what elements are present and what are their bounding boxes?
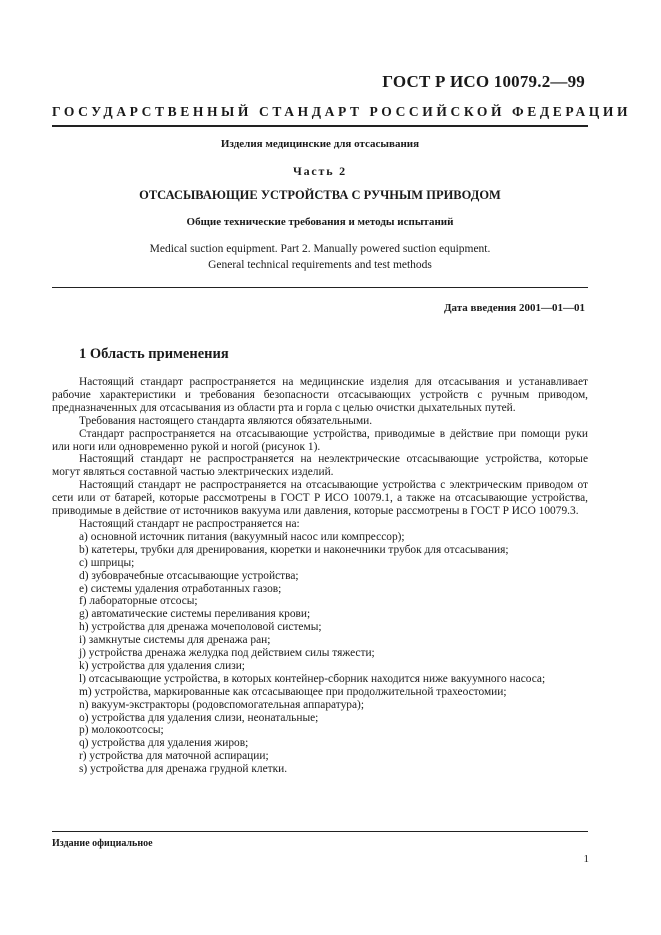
list-item: g) автоматические системы переливания крови; [79, 608, 311, 621]
title-line1: Изделия медицинские для отсасывания [220, 138, 420, 150]
list-item: r) устройства для маточной аспирации; [79, 750, 269, 763]
paragraph: Стандарт распространяется на отсасывающие устройства, приводимые в действие при помощи руки или ноги или одновременно рукой и ногой (рисунок 1). [52, 427, 588, 453]
section-body [52, 376, 588, 776]
paragraph: Настоящий стандарт не распространяется на неэлектрические отсасывающие устройства, которые могут являться составной частью электрических изделий. [52, 453, 588, 479]
list-item: d) зубоврачебные отсасывающие устройства; [79, 569, 299, 582]
paragraph: Настоящий стандарт не распространяется на: [79, 517, 300, 530]
list-item: n) вакуум-экстракторы (родовспомогательная аппаратура); [79, 698, 365, 711]
list-item: m) устройства, маркированные как отсасывающее при продолжительной трахеостомии; [79, 685, 507, 698]
section-heading: 1 Область применения [79, 346, 229, 362]
paragraph: Требования настоящего стандарта являются обязательными. [79, 414, 373, 427]
list-item: a) основной источник питания (вакуумный насос или компрессор); [79, 530, 405, 543]
exclusion-list [52, 531, 588, 776]
title-english-line2: General technical requirements and test methods [208, 259, 432, 271]
footer-rule [52, 831, 588, 832]
header-rule [52, 125, 588, 127]
list-item: p) молокоотсосы; [79, 724, 164, 737]
document-code: ГОСТ Р ИСО 10079.2—99 [382, 72, 585, 91]
paragraph: Настоящий стандарт распространяется на медицинские изделия для отсасывания и устанавливает рабочие характеристики и требования безопасности отсасывающих устройств с ручным приводом, предназначенных для отсасывания из области рта и горла с целью очистки дыхательных путей. [52, 376, 588, 414]
intro-date: Дата введения 2001—01—01 [443, 302, 585, 314]
title-subtitle: Общие технические требования и методы испытаний [186, 216, 454, 228]
title-part: Часть 2 [293, 164, 347, 178]
list-item: j) устройства дренажа желудка под действием силы тяжести; [79, 647, 375, 660]
list-item: s) устройства для дренажа грудной клетки. [79, 763, 288, 776]
list-item: e) системы удаления отработанных газов; [79, 582, 282, 595]
list-item: o) устройства для удаления слизи, неонатальные; [79, 711, 319, 724]
state-standard-banner: ГОСУДАРСТВЕННЫЙ СТАНДАРТ РОССИЙСКОЙ ФЕДЕРАЦИИ [52, 104, 632, 119]
list-item: l) отсасывающие устройства, в которых контейнер-сборник находится ниже вакуумного насоса; [79, 672, 546, 685]
title-english-line1: Medical suction equipment. Part 2. Manually powered suction equipment. [149, 243, 491, 255]
list-item: k) устройства для удаления слизи; [79, 659, 245, 672]
list-item: c) шприцы; [79, 556, 135, 569]
page-number: 1 [583, 853, 589, 865]
list-item: f) лабораторные отсосы; [79, 595, 198, 608]
title-main: ОТСАСЫВАЮЩИЕ УСТРОЙСТВА С РУЧНЫМ ПРИВОДОМ [139, 188, 501, 202]
edition-label: Издание официальное [52, 838, 153, 849]
paragraph: Настоящий стандарт не распространяется на отсасывающие устройства с электрическим приводом от сети или от батарей, которые рассмотрены в ГОСТ Р ИСО 10079.1, а также на отсасывающие устройства, приводимые в действие от источников вакуума или давления, которые рассмотрены в ГОСТ Р ИСО 10079.3. [52, 479, 588, 518]
list-item: h) устройства для дренажа мочеполовой системы; [79, 621, 322, 634]
list-item: b) катетеры, трубки для дренирования, кюретки и наконечники трубок для отсасывания; [79, 543, 509, 556]
title-english [52, 241, 588, 273]
list-item: q) устройства для удаления жиров; [79, 737, 249, 750]
list-item: i) замкнутые системы для дренажа ран; [79, 634, 271, 647]
title-rule [52, 287, 588, 288]
